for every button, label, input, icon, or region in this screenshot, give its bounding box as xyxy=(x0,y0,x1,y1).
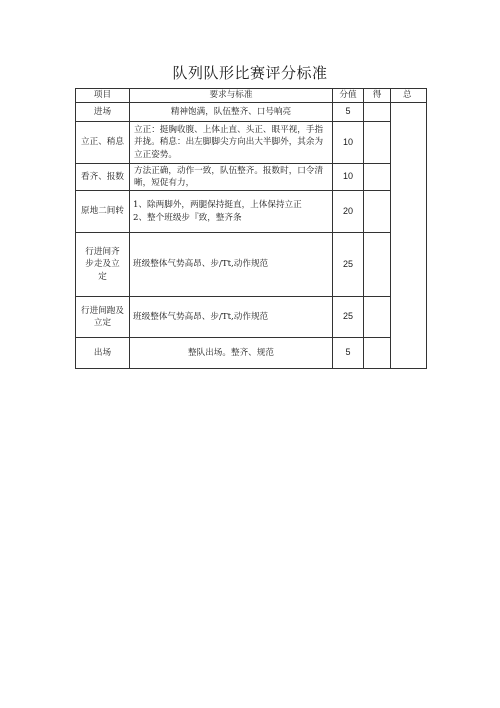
row-score: 10 xyxy=(333,164,364,191)
row-item: 看齐、报数 xyxy=(76,164,130,191)
row-requirement xyxy=(130,191,333,233)
row-item: 立正、稍息 xyxy=(76,122,130,164)
requirement-line: 2、整个班级步『致，整齐条 xyxy=(133,212,242,223)
row-score: 5 xyxy=(333,338,364,369)
scoring-table xyxy=(75,88,427,369)
row-score: 10 xyxy=(333,122,364,164)
header-item: 项目 xyxy=(76,89,130,103)
row-requirement: 整队出场。整齐、规范 xyxy=(130,338,333,369)
row-item: 出场 xyxy=(76,338,130,369)
row-obtained-cell xyxy=(364,122,391,164)
row-score: 25 xyxy=(333,297,364,338)
row-item: 进场 xyxy=(76,103,130,122)
page-title: 队列队形比赛评分标准 xyxy=(172,64,328,82)
row-requirement: 班级整体气势高昂、步/Tt,动作规范 xyxy=(130,233,333,297)
row-obtained-cell xyxy=(364,233,391,297)
header-score: 分值 xyxy=(333,89,364,103)
row-requirement: 班级整体气势高昂、步/Tt,动作规范 xyxy=(130,297,333,338)
row-item: 行进间跑及立定 xyxy=(76,297,130,338)
row-requirement: 精神饱满，队伍整齐、口号响亮 xyxy=(130,103,333,122)
table-row xyxy=(76,103,427,122)
row-score: 25 xyxy=(333,233,364,297)
table-row xyxy=(76,164,427,191)
table-header-row xyxy=(76,89,427,103)
header-obtained: 得 xyxy=(364,89,391,103)
row-item: 原地二间转 xyxy=(76,191,130,233)
row-score: 5 xyxy=(333,103,364,122)
table-row xyxy=(76,233,427,297)
row-requirement: 立正：挺胸收腹、上体止直、头正、眼平视，手指并拢。稍息：出左脚脚尖方向出大半脚外，其余为立正姿势。 xyxy=(130,122,333,164)
row-obtained-cell xyxy=(364,338,391,369)
row-obtained-cell xyxy=(364,164,391,191)
row-score: 20 xyxy=(333,191,364,233)
header-total: 总 xyxy=(391,89,427,103)
table-row xyxy=(76,338,427,369)
row-obtained-cell xyxy=(364,191,391,233)
row-requirement: 方法正确，动作一致，队伍整齐。报数时，口令清晰，短促有力， xyxy=(130,164,333,191)
row-obtained-cell xyxy=(364,297,391,338)
header-requirement: 要求与标准 xyxy=(130,89,333,103)
row-item: 行进间齐步走及立定 xyxy=(76,233,130,297)
table-row xyxy=(76,297,427,338)
row-obtained-cell xyxy=(364,103,391,122)
table-row xyxy=(76,191,427,233)
requirement-line: 1、除两脚外，两腿保持挺直，上体保持立正 xyxy=(133,200,302,211)
total-cell xyxy=(391,103,427,369)
table-row xyxy=(76,122,427,164)
